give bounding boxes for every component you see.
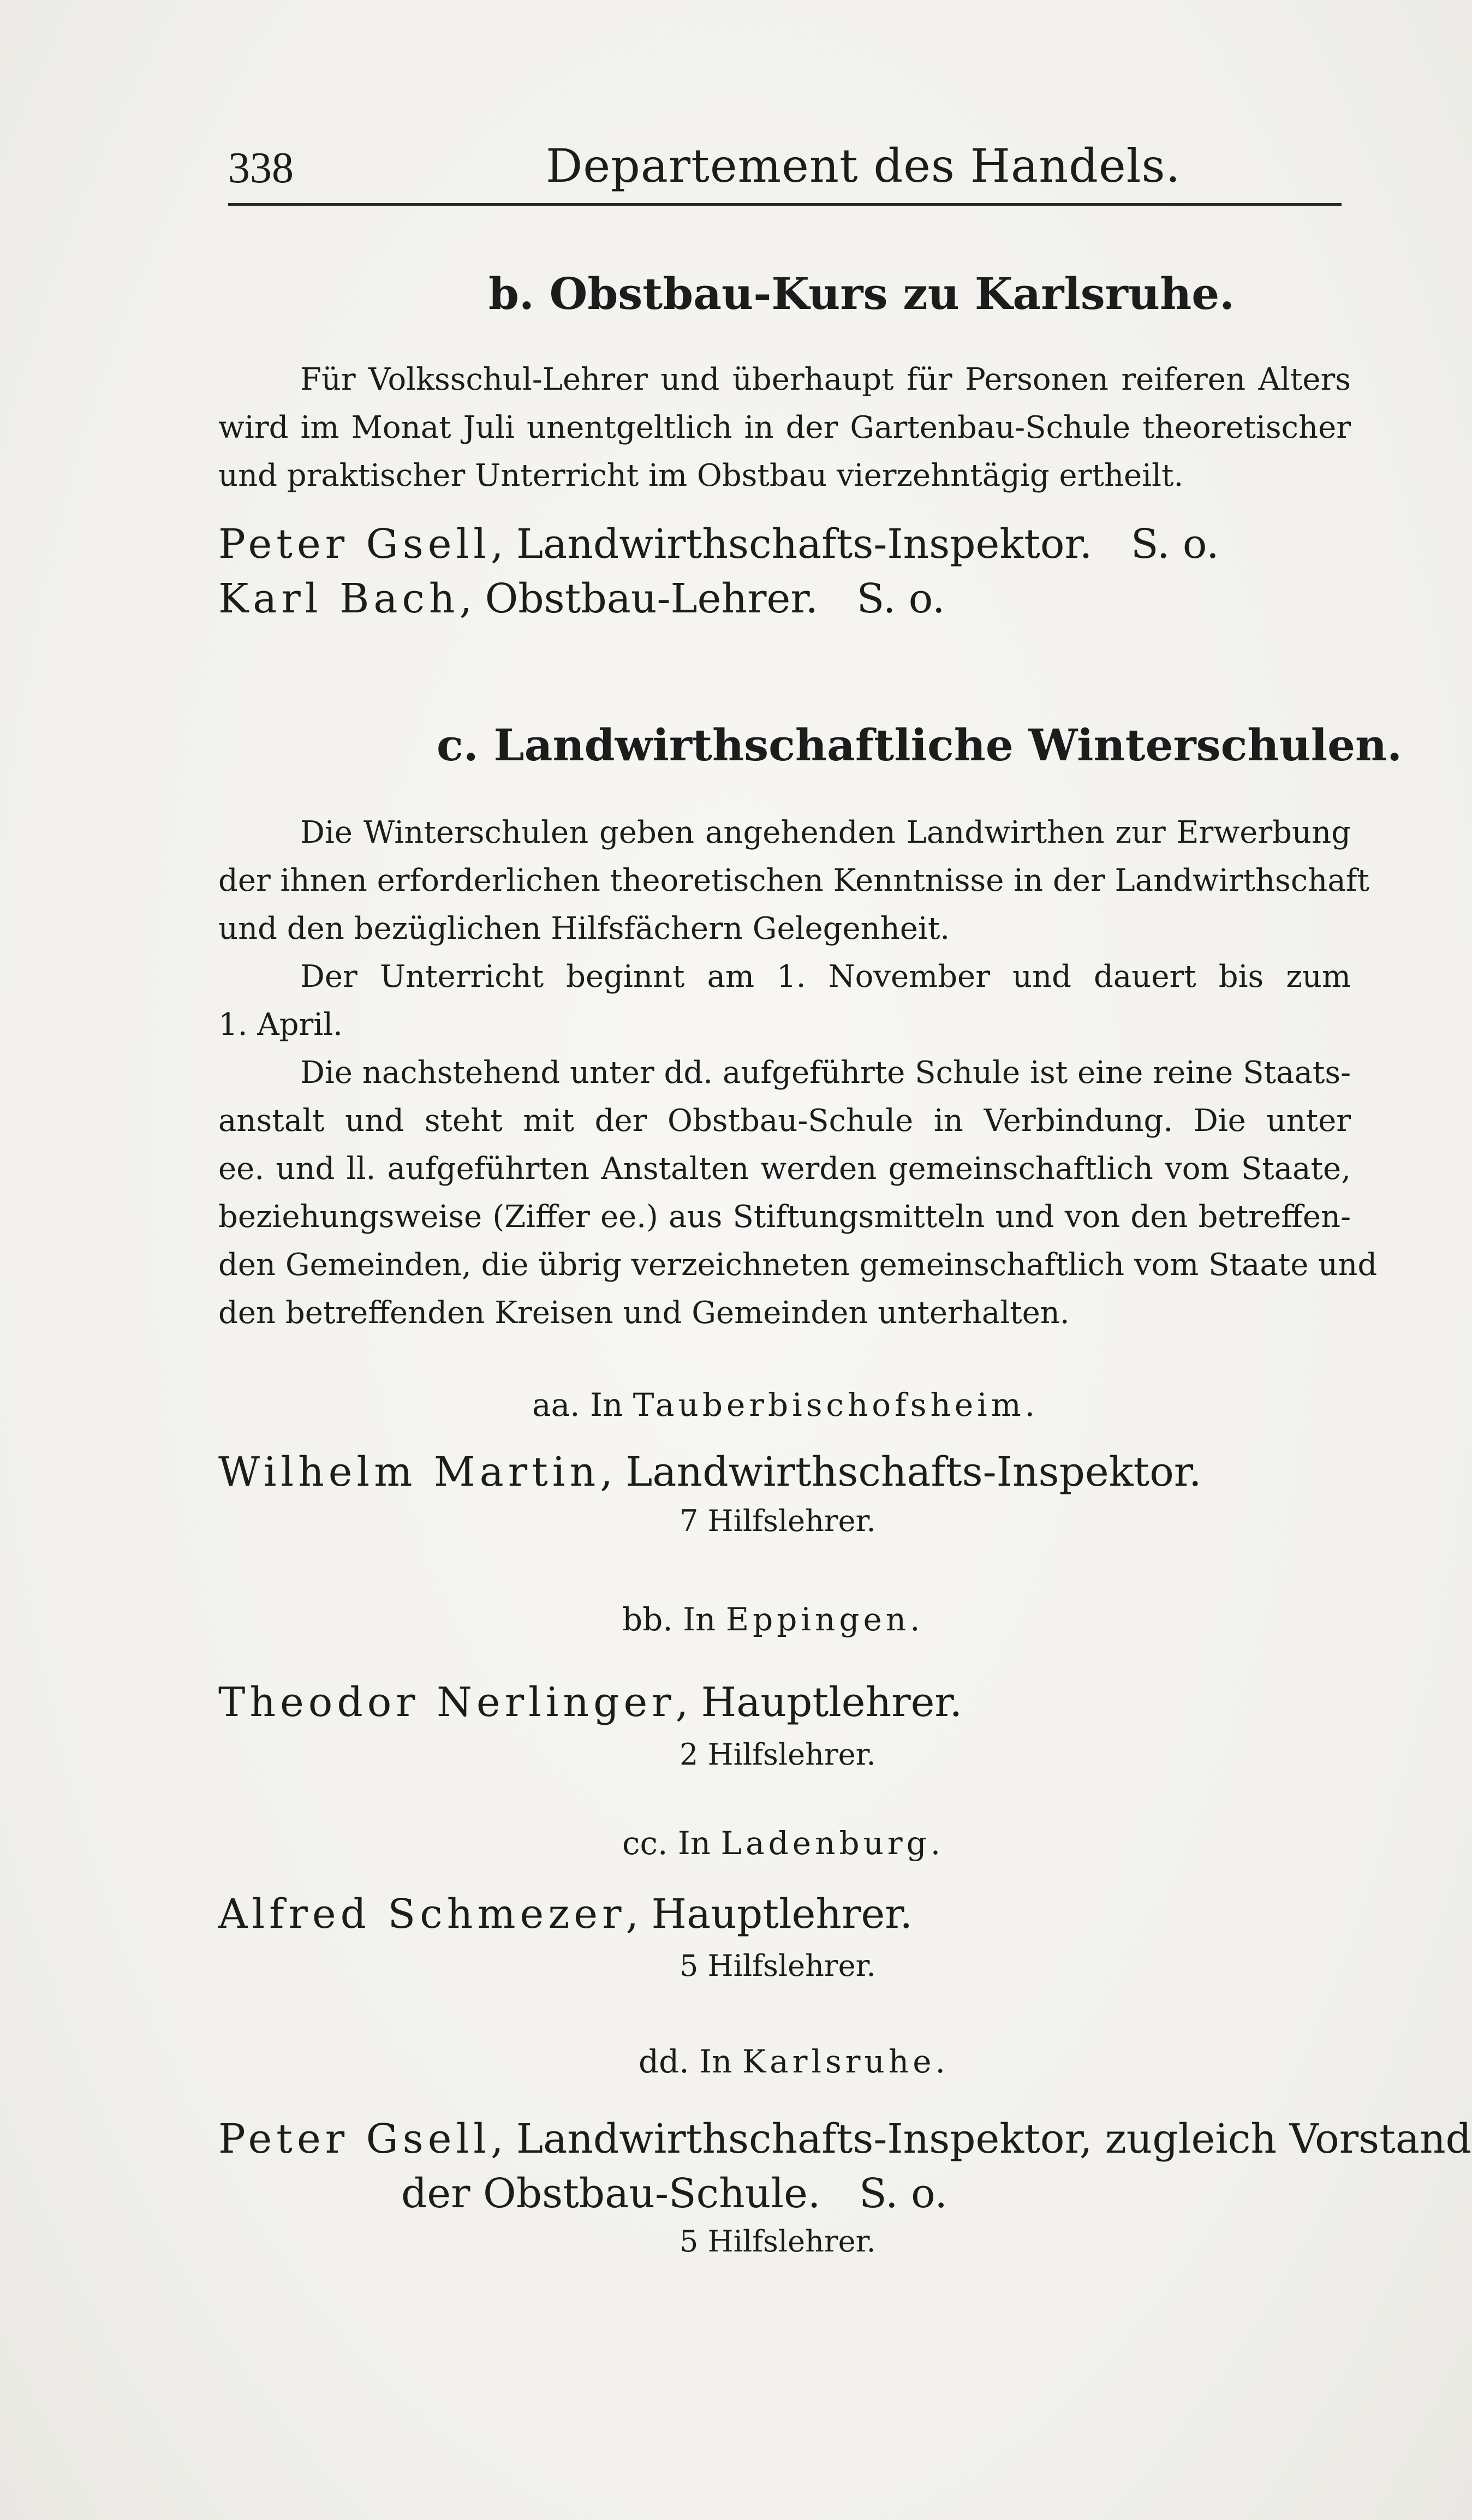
school-head-title-line2: der Obstbau-Schule. xyxy=(401,2170,821,2217)
school-head-continuation xyxy=(401,2170,947,2217)
staff-name: Peter Gsell xyxy=(218,521,491,568)
section-b-heading: b. Obstbau-Kurs zu Karlsruhe. xyxy=(488,268,1235,319)
school-place: Eppingen. xyxy=(725,1601,924,1638)
school-head-title: , Hauptlehrer. xyxy=(675,1679,963,1726)
running-head: Departement des Handels. xyxy=(546,139,1181,193)
school-head xyxy=(218,2116,1471,2162)
section-c-paragraph-3 xyxy=(218,1049,1378,1337)
school-head-title: , Landwirthschafts-Inspektor. xyxy=(600,1449,1202,1496)
school-helpers: 5 Hilfslehrer. xyxy=(680,1949,876,1983)
staff-entry xyxy=(218,575,945,622)
school-location xyxy=(532,1386,1039,1423)
school-head-name: Alfred Schmezer xyxy=(218,1891,626,1938)
school-head-note: S. o. xyxy=(859,2170,947,2217)
section-c-paragraph-2 xyxy=(218,953,1351,1049)
staff-name: Karl Bach xyxy=(218,575,460,622)
school-head-name: Wilhelm Martin xyxy=(218,1449,600,1496)
paragraph-line: wird im Monat Juli unentgeltlich in der Gartenbau-Schule theoretischer xyxy=(218,410,1351,445)
staff-note: S. o. xyxy=(856,575,945,622)
section-b-paragraph xyxy=(218,356,1351,500)
paragraph-line: Der Unterricht beginnt am 1. November und dauert bis zum xyxy=(300,959,1351,994)
school-prefix: cc. In xyxy=(622,1825,711,1862)
paragraph-line: und praktischer Unterricht im Obstbau vierzehntägig ertheilt. xyxy=(218,458,1184,493)
paragraph-line: ee. und ll. aufgeführten Anstalten werden gemeinschaftlich vom Staate, xyxy=(218,1151,1351,1187)
paragraph-line: Die Winterschulen geben angehenden Landwirthen zur Erwerbung xyxy=(300,815,1351,850)
school-place: Tauberbischofsheim. xyxy=(633,1386,1039,1423)
paragraph-line: Die nachstehend unter dd. aufgeführte Schule ist eine reine Staats- xyxy=(300,1055,1351,1091)
paragraph-line: den betreffenden Kreisen und Gemeinden unterhalten. xyxy=(218,1295,1070,1331)
school-head xyxy=(218,1679,963,1726)
paragraph-line: 1. April. xyxy=(218,1007,343,1042)
school-prefix: dd. In xyxy=(639,2043,732,2080)
school-helpers: 7 Hilfslehrer. xyxy=(680,1504,876,1538)
staff-note: S. o. xyxy=(1130,521,1219,568)
school-location xyxy=(639,2043,949,2080)
school-head xyxy=(218,1891,913,1938)
school-place: Karlsruhe. xyxy=(742,2043,949,2080)
school-head-name: Theodor Nerlinger xyxy=(218,1679,676,1726)
paragraph-line: Für Volksschul-Lehrer und überhaupt für Personen reiferen Alters xyxy=(300,362,1351,397)
section-c-heading: c. Landwirthschaftliche Winterschulen. xyxy=(437,719,1403,771)
paragraph-line: beziehungsweise (Ziffer ee.) aus Stiftungsmitteln und von den betreffen- xyxy=(218,1199,1351,1235)
paragraph-line: anstalt und steht mit der Obstbau-Schule in Verbindung. Die unter xyxy=(218,1103,1351,1139)
school-location xyxy=(622,1601,924,1638)
page-number: 338 xyxy=(228,144,294,192)
staff-title: , Landwirthschafts-Inspektor. xyxy=(490,521,1093,568)
school-head-title: , Landwirthschafts-Inspektor, zugleich Vorstand xyxy=(490,2116,1471,2162)
school-helpers: 5 Hilfslehrer. xyxy=(680,2224,876,2259)
paragraph-line: den Gemeinden, die übrig verzeichneten gemeinschaftlich vom Staate und xyxy=(218,1247,1378,1283)
staff-title: , Obstbau-Lehrer. xyxy=(459,575,819,622)
school-helpers: 2 Hilfslehrer. xyxy=(680,1737,876,1772)
school-head xyxy=(218,1449,1202,1496)
header-rule xyxy=(228,203,1342,206)
section-c-paragraph-1 xyxy=(218,809,1369,953)
school-location xyxy=(622,1825,945,1862)
paragraph-line: der ihnen erforderlichen theoretischen Kenntnisse in der Landwirthschaft xyxy=(218,863,1369,898)
school-head-title: , Hauptlehrer. xyxy=(625,1891,913,1938)
school-prefix: bb. In xyxy=(622,1601,716,1638)
staff-entry xyxy=(218,521,1219,568)
school-prefix: aa. In xyxy=(532,1386,623,1423)
paragraph-line: und den bezüglichen Hilfsfächern Gelegenheit. xyxy=(218,911,950,946)
school-place: Ladenburg. xyxy=(720,1825,945,1862)
school-head-name: Peter Gsell xyxy=(218,2116,491,2162)
